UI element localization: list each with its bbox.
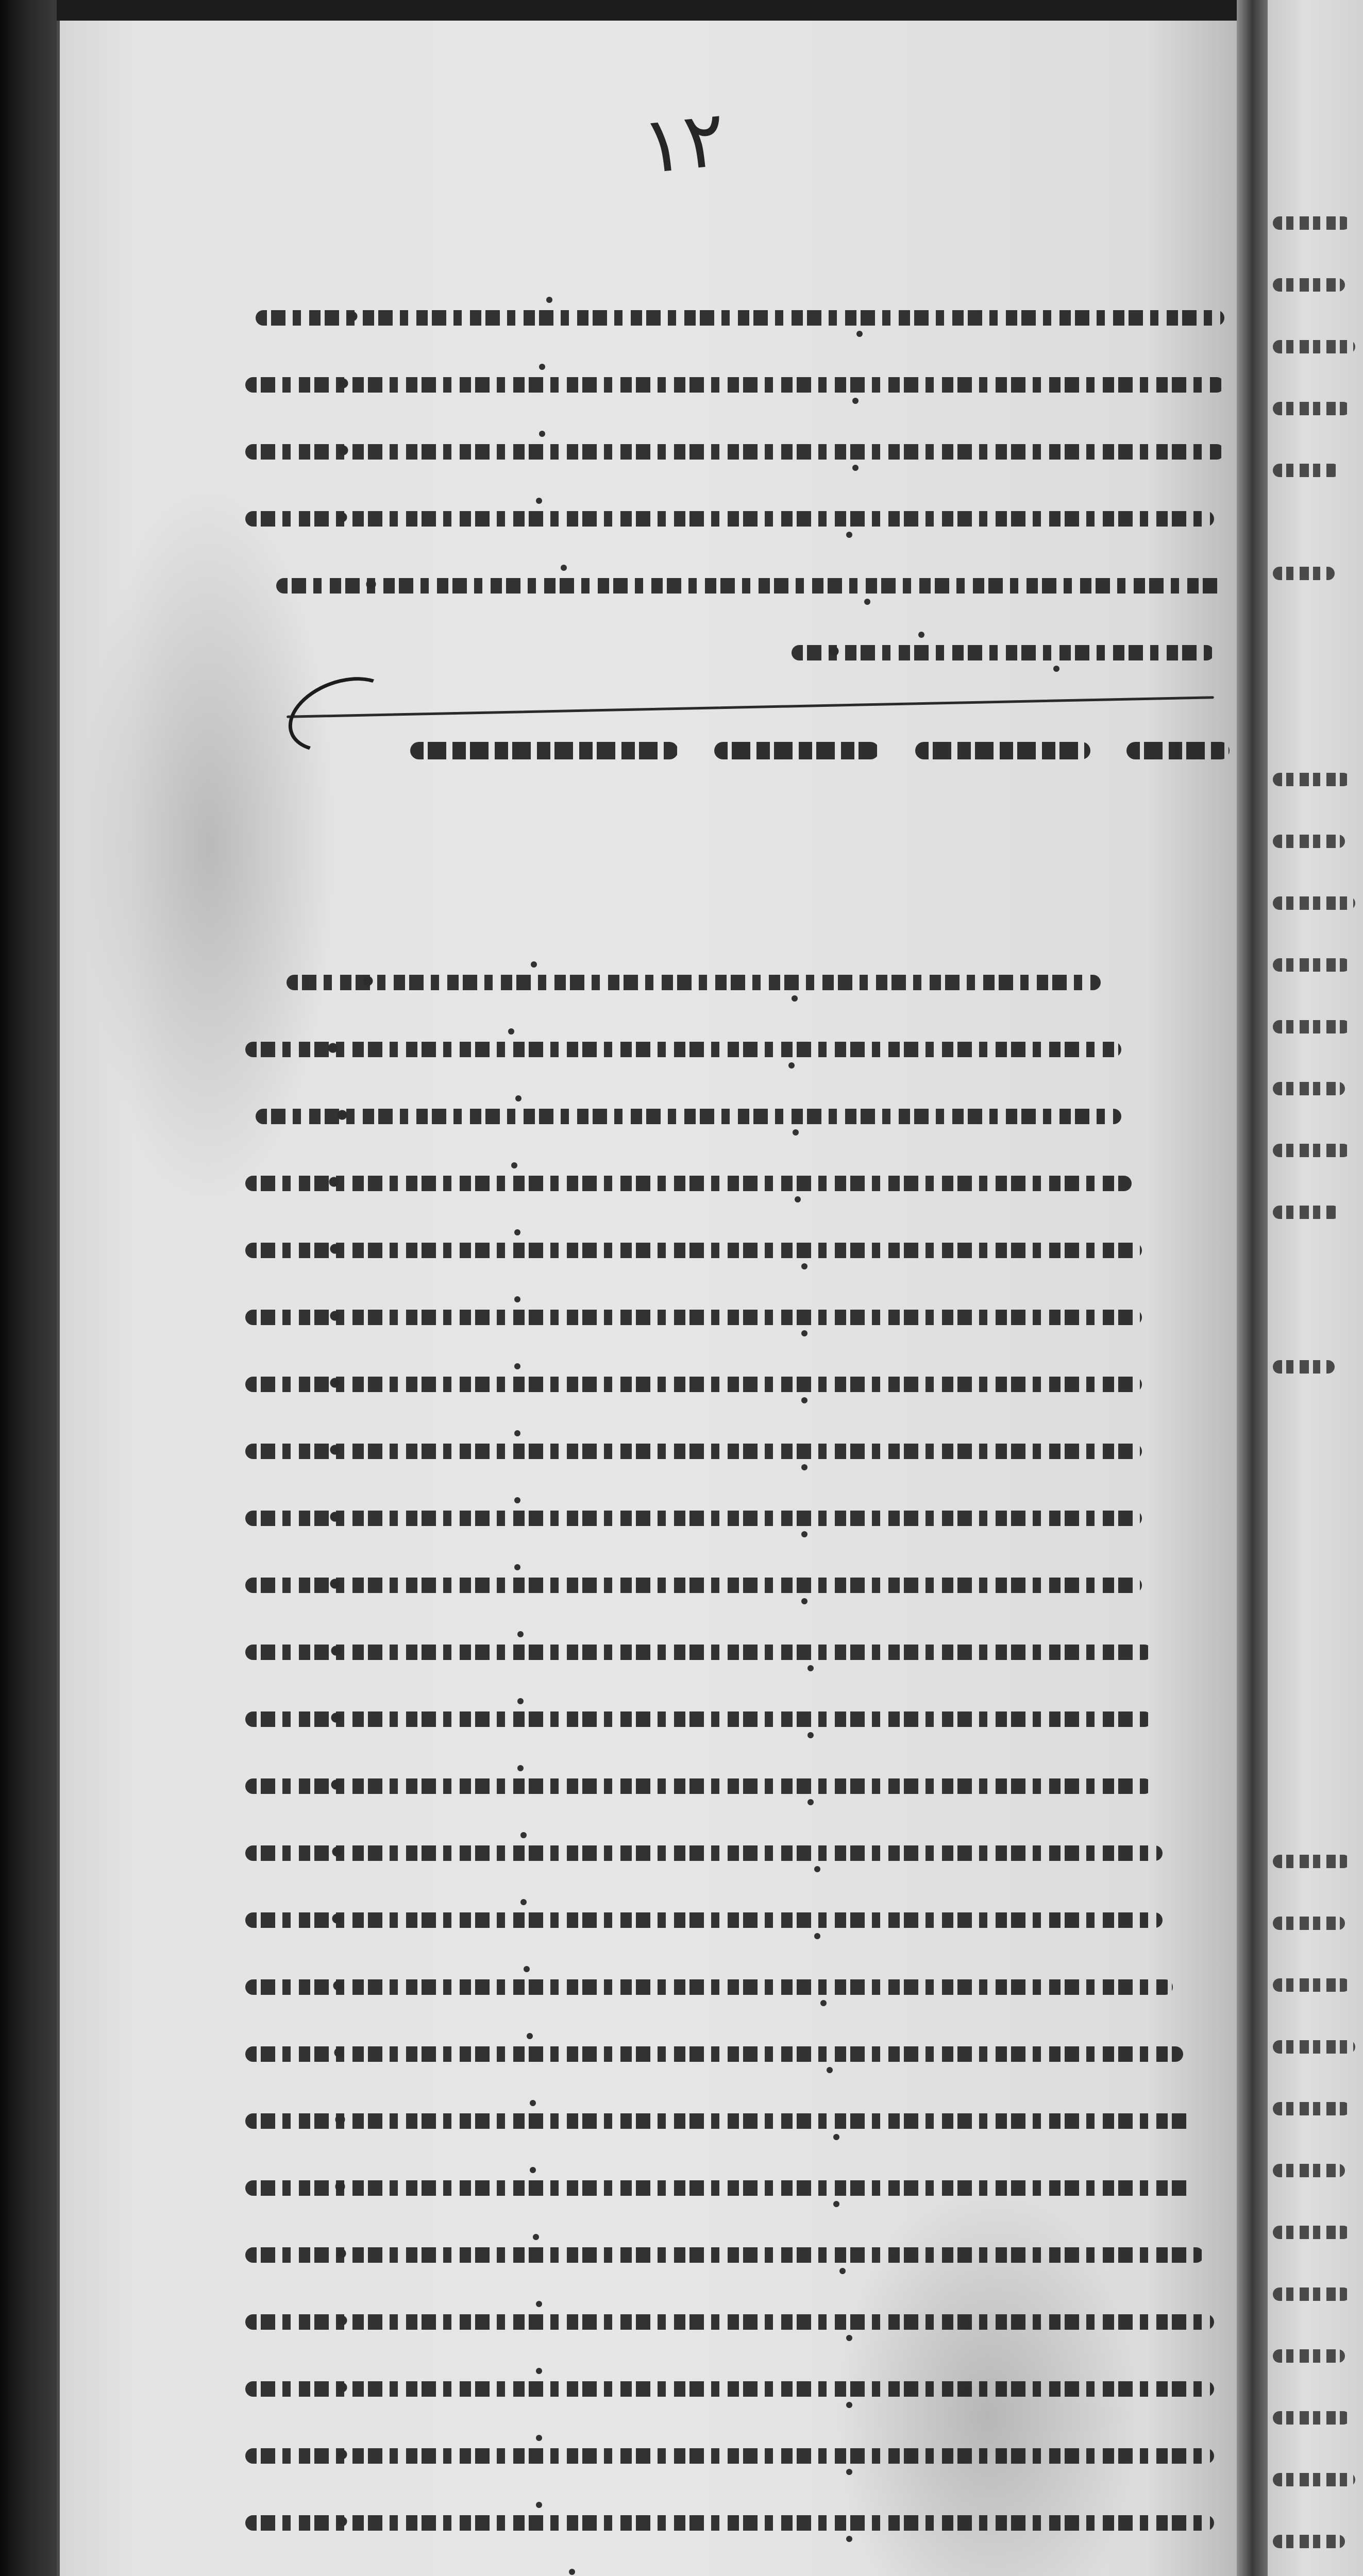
handwritten-line [225,1365,1235,1405]
handwritten-line [225,2504,1235,2544]
handwritten-line [225,2303,1235,2343]
handwritten-line [225,1968,1235,2008]
witness-signature [714,742,879,759]
handwritten-line [225,1633,1235,1673]
handwritten-line [225,2370,1235,2410]
register-entry-1 [225,299,1235,701]
handwritten-line [225,1030,1235,1071]
handwritten-line [225,1901,1235,1941]
handwritten-line [225,1499,1235,1539]
handwritten-line [225,634,1235,674]
book-binding-left [0,0,57,2576]
handwritten-line [225,2035,1235,2075]
handwritten-line [225,366,1235,406]
handwritten-line [225,1432,1235,1472]
handwritten-line [225,567,1235,607]
handwritten-line [225,433,1235,473]
handwritten-line [225,963,1235,1004]
handwritten-line [225,2169,1235,2209]
handwritten-line [225,2102,1235,2142]
handwritten-line [225,2571,1235,2576]
handwritten-line [225,1097,1235,1138]
handwritten-line [225,1700,1235,1740]
handwritten-line [225,1566,1235,1606]
handwritten-line [225,1298,1235,1338]
adjacent-page-edge [1268,0,1363,2576]
register-entry-2 [225,963,1235,2576]
handwritten-line [225,1834,1235,1874]
witness-signature [915,742,1090,759]
handwritten-line [225,500,1235,540]
handwritten-line [225,299,1235,339]
witness-signature [1126,742,1230,759]
handwritten-line [225,2236,1235,2276]
handwritten-line [225,1164,1235,1205]
folio-number: ١٢ [637,94,730,192]
witness-signature [410,742,678,759]
book-gutter [1237,0,1268,2576]
handwritten-line [225,1767,1235,1807]
manuscript-page [57,21,1240,2576]
handwritten-line [225,2437,1235,2477]
witness-signatures-1 [281,742,1230,759]
handwritten-line [225,1231,1235,1272]
